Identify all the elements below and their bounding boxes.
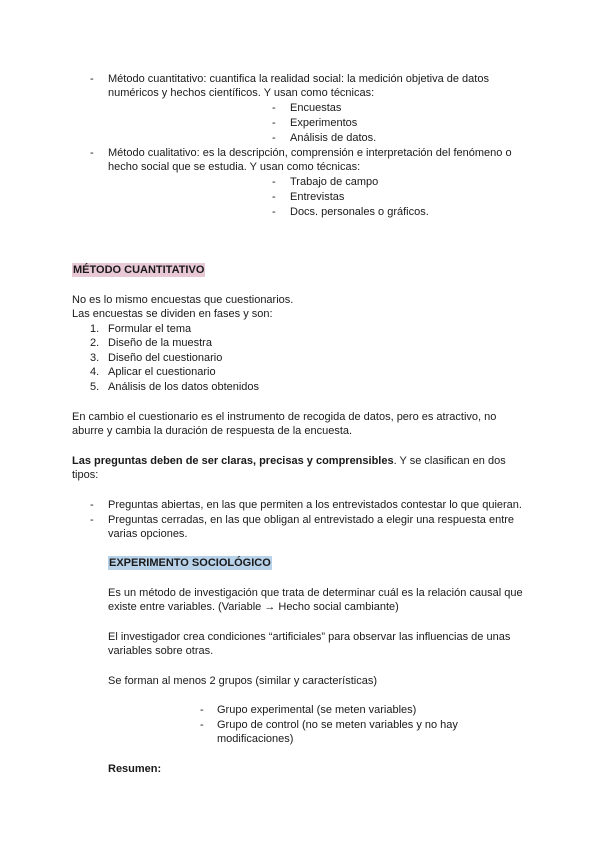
sub-list-item: Encuestas (290, 102, 342, 114)
bullet-dash: - (90, 514, 94, 526)
paragraph: Las encuestas se dividen en fases y son: (72, 308, 273, 320)
phase-item: Análisis de los datos obtenidos (108, 381, 260, 393)
sub-bullet-dash: - (272, 191, 276, 203)
resumen-heading: Resumen: (108, 763, 162, 775)
bullet-dash: - (90, 499, 94, 511)
list-item-text: Método cualitativo: es la descripción, comprensión e interpretación del fenómeno o (108, 147, 512, 159)
paragraph: existe entre variables. (Variable → Hecho social cambiante) (108, 601, 399, 613)
list-number: 1. (90, 323, 100, 335)
paragraph: Se forman al menos 2 grupos (similar y características) (108, 675, 377, 687)
bullet-dash: - (90, 73, 94, 85)
sub-list-item: Trabajo de campo (290, 176, 379, 188)
phase-item: Diseño de la muestra (108, 337, 212, 349)
paragraph: tipos: (72, 469, 99, 481)
phase-item: Formular el tema (108, 323, 192, 335)
paragraph-text: . Y se clasifican en dos (393, 455, 506, 467)
bullet-dash: - (200, 719, 204, 731)
paragraph: No es lo mismo encuestas que cuestionarios. (72, 294, 294, 306)
paragraph: variables sobre otras. (108, 645, 214, 657)
list-number: 4. (90, 366, 100, 378)
sub-list-item: Experimentos (290, 117, 358, 129)
phase-item: Aplicar el cuestionario (108, 366, 216, 378)
list-number: 3. (90, 352, 100, 364)
sub-list-item: Docs. personales o gráficos. (290, 206, 429, 218)
question-type-item: varias opciones. (108, 528, 188, 540)
paragraph: El investigador crea condiciones “artificiales” para observar las influencias de unas (108, 631, 511, 643)
bullet-dash: - (90, 147, 94, 159)
list-item-text: hecho social que se estudia. Y usan como técnicas: (108, 161, 361, 173)
list-item-text: Método cuantitativo: cuantifica la realidad social: la medición objetiva de datos (108, 73, 489, 85)
sub-bullet-dash: - (272, 206, 276, 218)
question-type-item: Preguntas abiertas, en las que permiten a los entrevistados contestar lo que quieran. (108, 499, 522, 511)
paragraph: En cambio el cuestionario es el instrumento de recogida de datos, pero es atractivo, no (72, 411, 497, 423)
sub-list-item: Entrevistas (290, 191, 345, 203)
group-item: Grupo de control (no se meten variables y no hay (217, 719, 458, 731)
bullet-dash: - (200, 704, 204, 716)
question-type-item: Preguntas cerradas, en las que obligan al entrevistado a elegir una respuesta entre (108, 514, 515, 526)
list-item-text: numéricos y hechos científicos. Y usan como técnicas: (108, 87, 375, 99)
list-number: 5. (90, 381, 100, 393)
bold-text: Las preguntas deben de ser claras, precisas y comprensibles (72, 455, 394, 467)
group-item: modificaciones) (217, 733, 294, 745)
paragraph: aburre y cambia la duración de respuesta de la encuesta. (72, 425, 353, 437)
group-item: Grupo experimental (se meten variables) (217, 704, 417, 716)
section-heading-metodo-cuantitativo: MÉTODO CUANTITATIVO (73, 264, 205, 276)
section-heading-experimento-sociologico: EXPERIMENTO SOCIOLÓGICO (109, 557, 271, 569)
sub-list-item: Análisis de datos. (290, 132, 377, 144)
sub-bullet-dash: - (272, 117, 276, 129)
paragraph: Es un método de investigación que trata de determinar cuál es la relación causal que (108, 587, 523, 599)
sub-bullet-dash: - (272, 102, 276, 114)
phase-item: Diseño del cuestionario (108, 352, 223, 364)
sub-bullet-dash: - (272, 132, 276, 144)
sub-bullet-dash: - (272, 176, 276, 188)
paragraph-preguntas (72, 454, 506, 468)
list-number: 2. (90, 337, 100, 349)
